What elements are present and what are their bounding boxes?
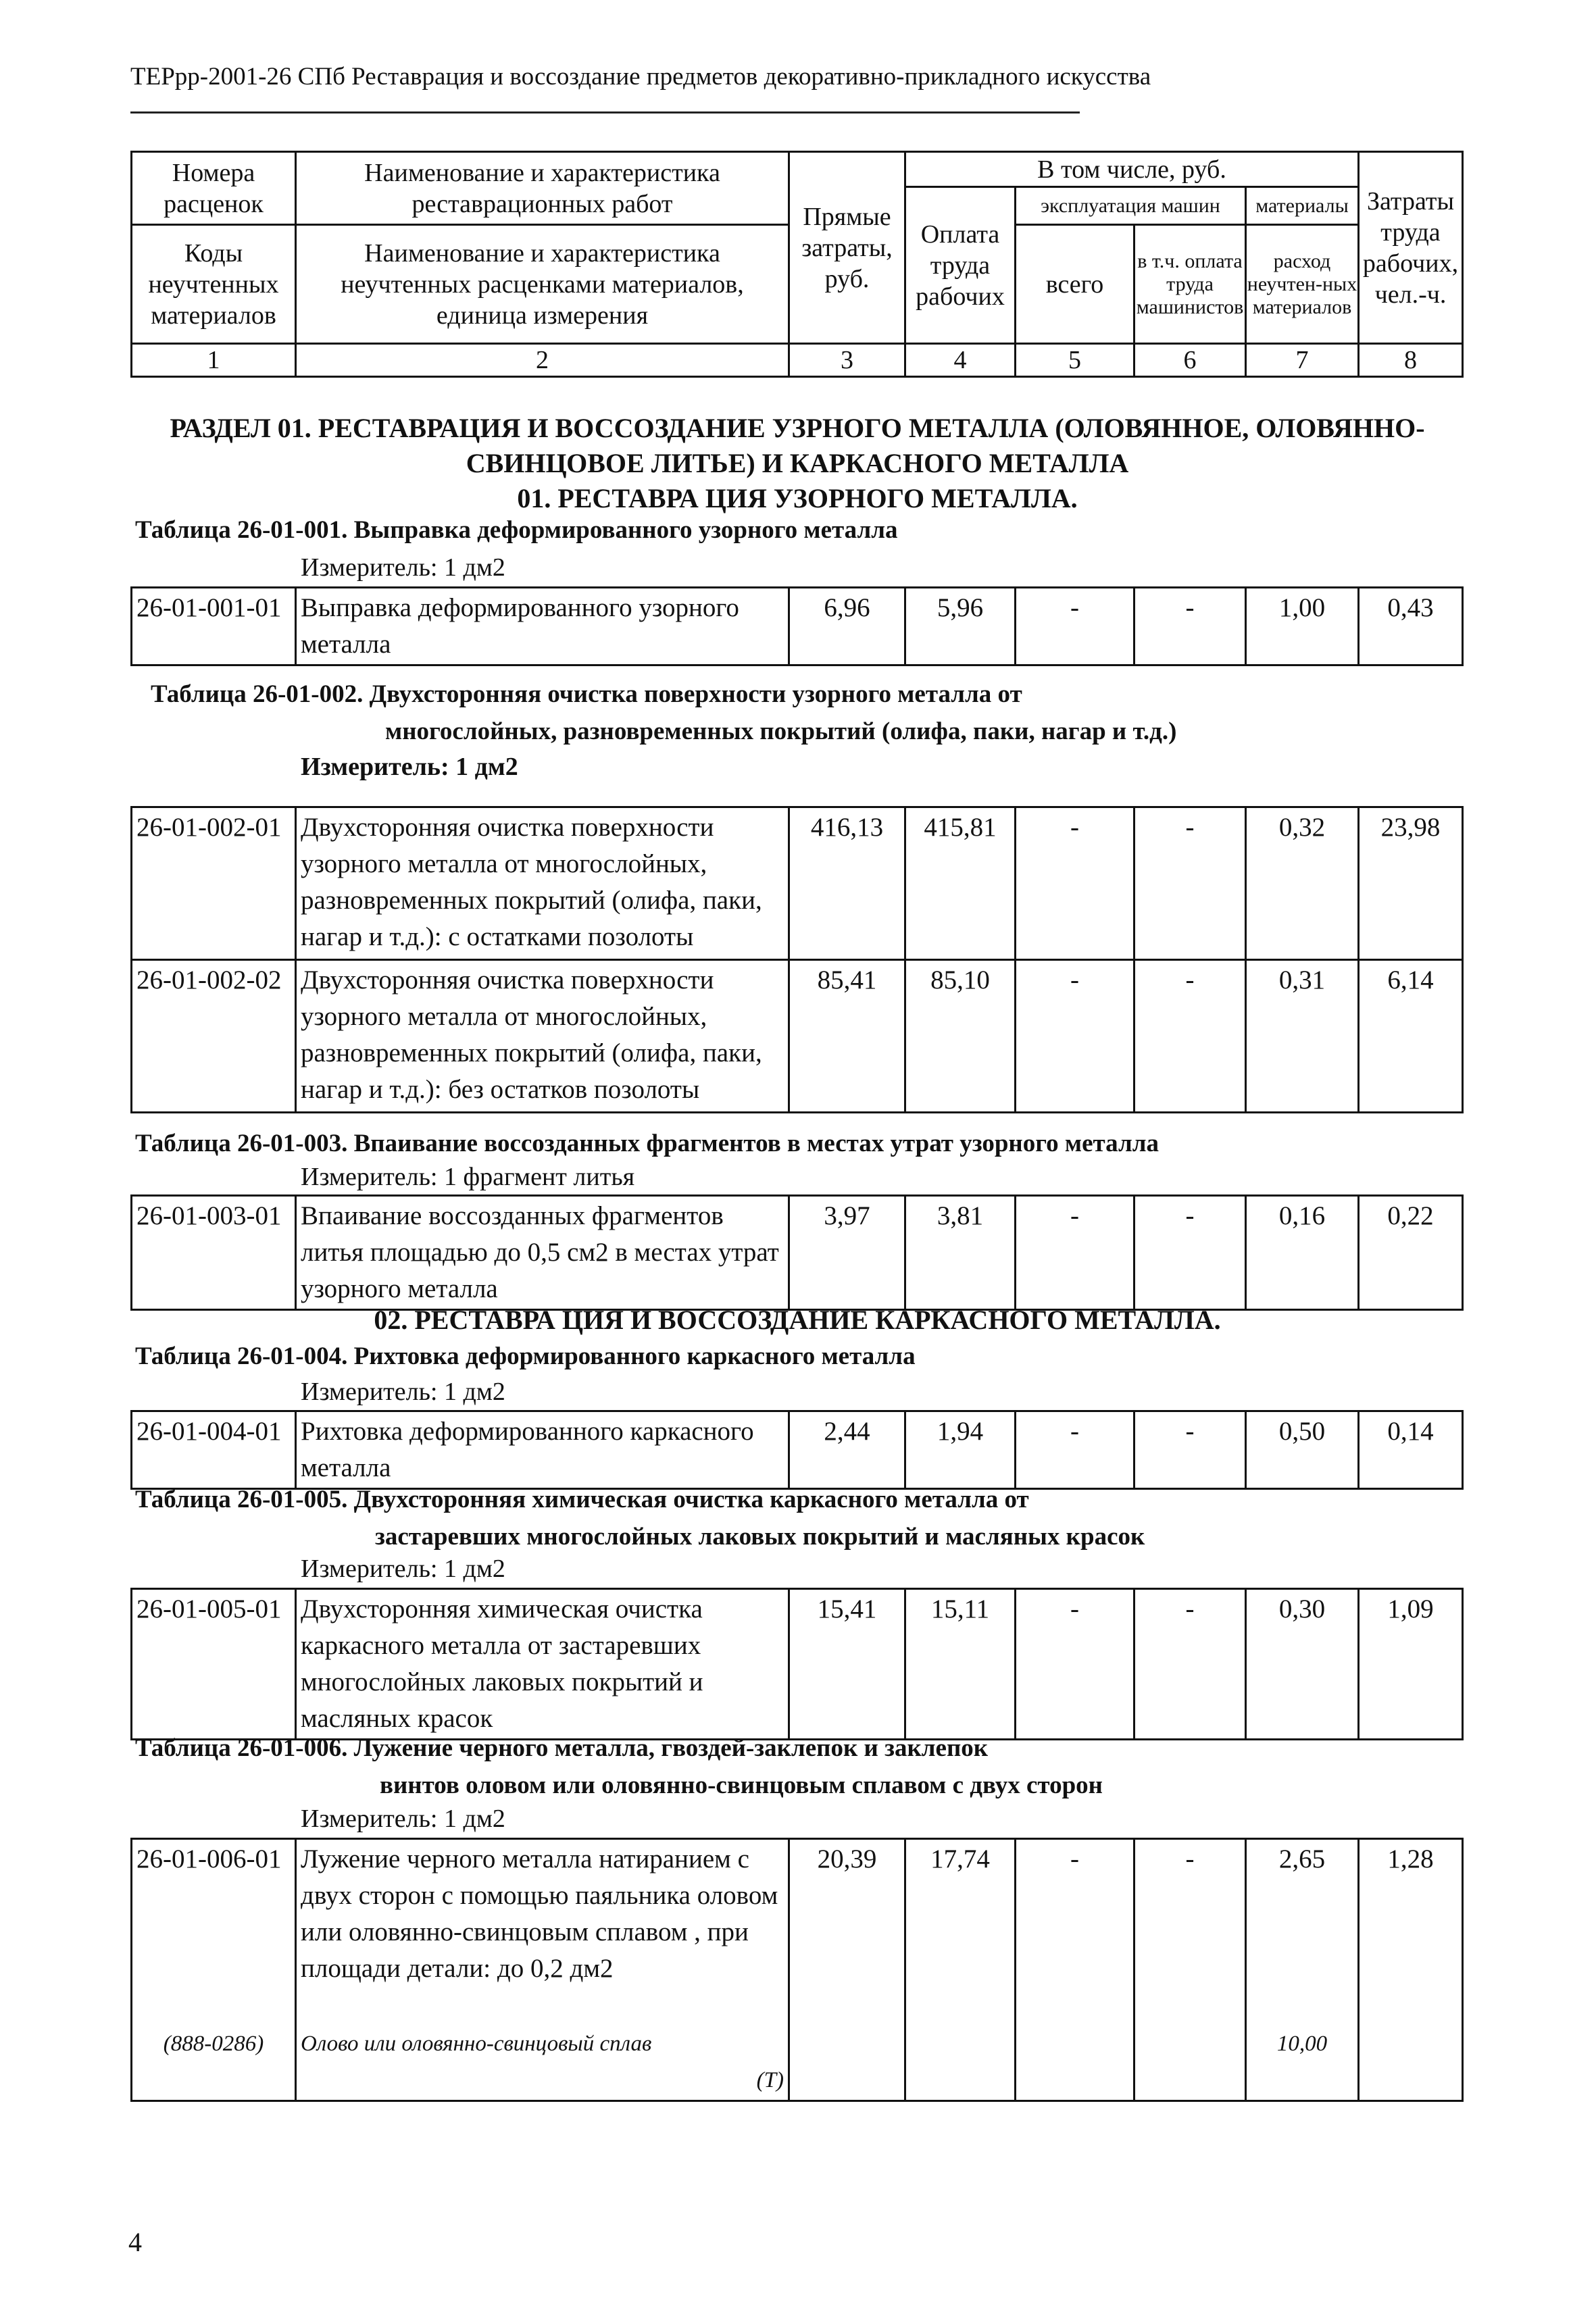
table-004-title: Таблица 26-01-004. Рихтовка деформированного каркасного металла <box>135 1342 916 1370</box>
table-002-meter: Измеритель: 1 дм2 <box>301 753 518 781</box>
materials-cost: 0,30 <box>1246 1589 1359 1740</box>
work-name: Выправка деформированного узорного металла <box>296 588 789 665</box>
col-num-3: 3 <box>789 344 905 377</box>
table-001 <box>130 586 1464 666</box>
direct-cost: 416,13 <box>789 807 905 960</box>
labor-cost: 17,74 <box>905 1839 1016 2024</box>
rate-code: 26-01-002-02 <box>132 960 296 1113</box>
table-row <box>132 960 1463 1113</box>
machines-total: - <box>1016 1589 1134 1740</box>
direct-cost: 2,44 <box>789 1411 905 1489</box>
material-code: (888-0286) <box>132 2024 296 2101</box>
col4-label: Оплата труда рабочих <box>905 187 1016 344</box>
table-005-title: Таблица 26-01-005. Двухсторонняя химическая очистка каркасного металла от <box>135 1486 1029 1513</box>
labor-cost: 3,81 <box>905 1196 1016 1310</box>
rate-code: 26-01-006-01 <box>132 1839 296 2024</box>
machines-total: - <box>1016 1411 1134 1489</box>
labor-cost: 15,11 <box>905 1589 1016 1740</box>
material-unit: (Т) <box>756 2067 784 2092</box>
direct-cost: 6,96 <box>789 588 905 665</box>
col-num-8: 8 <box>1359 344 1463 377</box>
machinist-pay: - <box>1134 807 1246 960</box>
labor-hours: 6,14 <box>1359 960 1463 1113</box>
header-rule <box>130 111 1080 114</box>
table-001-title: Таблица 26-01-001. Выправка деформированного узорного металла <box>135 516 898 544</box>
machinist-pay: - <box>1134 1589 1246 1740</box>
table-002-title-line2: многослойных, разновременных покрытий (олифа, паки, нагар и т.д.) <box>385 718 1177 745</box>
table-005-title-line2: застаревших многослойных лаковых покрытий и масляных красок <box>375 1523 1145 1551</box>
labor-cost: 85,10 <box>905 960 1016 1113</box>
col3-label: Прямые затраты, руб. <box>789 152 905 344</box>
column-header-table <box>130 151 1464 378</box>
direct-cost: 15,41 <box>789 1589 905 1740</box>
labor-hours: 0,14 <box>1359 1411 1463 1489</box>
rate-code: 26-01-005-01 <box>132 1589 296 1740</box>
direct-cost: 3,97 <box>789 1196 905 1310</box>
table-003-meter: Измеритель: 1 фрагмент литья <box>301 1163 635 1191</box>
col-num-5: 5 <box>1016 344 1134 377</box>
machinist-pay: - <box>1134 1196 1246 1310</box>
machines-total: - <box>1016 588 1134 665</box>
rate-code: 26-01-004-01 <box>132 1411 296 1489</box>
page-header: ТЕРрр-2001-26 СПб Реставрация и воссоздание предметов декоративно-прикладного искусства <box>130 63 1151 91</box>
labor-cost: 5,96 <box>905 588 1016 665</box>
col8-label: Затраты труда рабочих, чел.-ч. <box>1359 152 1463 344</box>
table-row <box>132 1589 1463 1740</box>
table-row <box>132 588 1463 665</box>
materials-cost: 0,32 <box>1246 807 1359 960</box>
col2-top-label: Наименование и характеристика реставрационных работ <box>296 152 789 225</box>
machines-total: - <box>1016 1196 1134 1310</box>
page-number: 4 <box>128 2227 142 2257</box>
direct-cost: 85,41 <box>789 960 905 1113</box>
table-row <box>132 807 1463 960</box>
labor-hours: 0,22 <box>1359 1196 1463 1310</box>
materials-cost: 0,50 <box>1246 1411 1359 1489</box>
col1-top-label: Номера расценок <box>132 152 296 225</box>
col5-label: всего <box>1016 225 1134 344</box>
table-row <box>132 1839 1463 2024</box>
col2-bottom-label: Наименование и характеристика неучтенных расценками материалов, единица измерения <box>296 225 789 344</box>
group-label: В том числе, руб. <box>905 152 1359 187</box>
machines-total: - <box>1016 807 1134 960</box>
subsection-heading-02: 02. РЕСТАВРА ЦИЯ И ВОССОЗДАНИЕ КАРКАСНОГО МЕТАЛЛА. <box>374 1305 1221 1335</box>
machinist-pay: - <box>1134 588 1246 665</box>
rate-code: 26-01-002-01 <box>132 807 296 960</box>
material-consumption: 10,00 <box>1246 2024 1359 2101</box>
material-name: Олово или оловянно-свинцовый сплав <box>301 2031 652 2056</box>
machinist-pay: - <box>1134 1839 1246 2024</box>
table-006-title: Таблица 26-01-006. Лужение черного металла, гвоздей-заклепок и заклепок <box>135 1734 989 1762</box>
work-name: Рихтовка деформированного каркасного металла <box>296 1411 789 1489</box>
table-002-title: Таблица 26-01-002. Двухсторонняя очистка поверхности узорного металла от <box>151 680 1022 708</box>
section-heading-line2: СВИНЦОВОЕ ЛИТЬЕ) И КАРКАСНОГО МЕТАЛЛА <box>466 448 1129 478</box>
material-cell <box>296 2024 789 2101</box>
machinist-pay: - <box>1134 960 1246 1113</box>
table-001-meter: Измеритель: 1 дм2 <box>301 553 505 582</box>
col-num-7: 7 <box>1246 344 1359 377</box>
work-name: Лужение черного металла натиранием с двух сторон с помощью паяльника оловом или оловянно-свинцовым сплавом , при площади детали: до 0,2 дм2 <box>296 1839 789 2024</box>
machines-total: - <box>1016 960 1134 1113</box>
col-num-4: 4 <box>905 344 1016 377</box>
work-name: Двухсторонняя очистка поверхности узорного металла от многослойных, разновременных покрытий (олифа, паки, нагар и т.д.): без остатков позолоты <box>296 960 789 1113</box>
material-row <box>132 2024 1463 2101</box>
rate-code: 26-01-001-01 <box>132 588 296 665</box>
table-005 <box>130 1588 1464 1740</box>
col-num-6: 6 <box>1134 344 1246 377</box>
labor-cost: 1,94 <box>905 1411 1016 1489</box>
table-005-meter: Измеритель: 1 дм2 <box>301 1555 505 1583</box>
table-003 <box>130 1194 1464 1311</box>
col1-bottom-label: Коды неучтенных материалов <box>132 225 296 344</box>
section-heading-line1: РАЗДЕЛ 01. РЕСТАВРАЦИЯ И ВОССОЗДАНИЕ УЗРНОГО МЕТАЛЛА (ОЛОВЯННОЕ, ОЛОВЯННО- <box>170 413 1425 443</box>
col7-label: расход неучтен-ных материалов <box>1246 225 1359 344</box>
table-006 <box>130 1838 1464 2102</box>
machines-label: эксплуатация машин <box>1016 187 1246 225</box>
col-num-2: 2 <box>296 344 789 377</box>
work-name: Двухсторонняя химическая очистка каркасного металла от застаревших многослойных лаковых покрытий и масляных красок <box>296 1589 789 1740</box>
table-003-title: Таблица 26-01-003. Впаивание воссозданных фрагментов в местах утрат узорного металла <box>135 1130 1159 1157</box>
materials-cost: 0,31 <box>1246 960 1359 1113</box>
materials-cost: 2,65 <box>1246 1839 1359 2024</box>
col6-label: в т.ч. оплата труда машинистов <box>1134 225 1246 344</box>
direct-cost: 20,39 <box>789 1839 905 2024</box>
table-002 <box>130 806 1464 1113</box>
col-num-1: 1 <box>132 344 296 377</box>
table-row <box>132 1196 1463 1310</box>
table-004 <box>130 1410 1464 1490</box>
labor-cost: 415,81 <box>905 807 1016 960</box>
machines-total: - <box>1016 1839 1134 2024</box>
work-name: Впаивание воссозданных фрагментов литья площадью до 0,5 см2 в местах утрат узорного металла <box>296 1196 789 1310</box>
labor-hours: 1,28 <box>1359 1839 1463 2024</box>
subsection-heading-01: 01. РЕСТАВРА ЦИЯ УЗОРНОГО МЕТАЛЛА. <box>517 483 1078 513</box>
labor-hours: 0,43 <box>1359 588 1463 665</box>
machinist-pay: - <box>1134 1411 1246 1489</box>
labor-hours: 1,09 <box>1359 1589 1463 1740</box>
table-row <box>132 1411 1463 1489</box>
materials-cost: 0,16 <box>1246 1196 1359 1310</box>
labor-hours: 23,98 <box>1359 807 1463 960</box>
materials-cost: 1,00 <box>1246 588 1359 665</box>
table-006-title-line2: винтов оловом или оловянно-свинцовым сплавом с двух сторон <box>380 1771 1103 1799</box>
table-006-meter: Измеритель: 1 дм2 <box>301 1805 505 1833</box>
rate-code: 26-01-003-01 <box>132 1196 296 1310</box>
materials-label: материалы <box>1246 187 1359 225</box>
table-004-meter: Измеритель: 1 дм2 <box>301 1378 505 1406</box>
work-name: Двухсторонняя очистка поверхности узорного металла от многослойных, разновременных покрытий (олифа, паки, нагар и т.д.): с остатками позолоты <box>296 807 789 960</box>
